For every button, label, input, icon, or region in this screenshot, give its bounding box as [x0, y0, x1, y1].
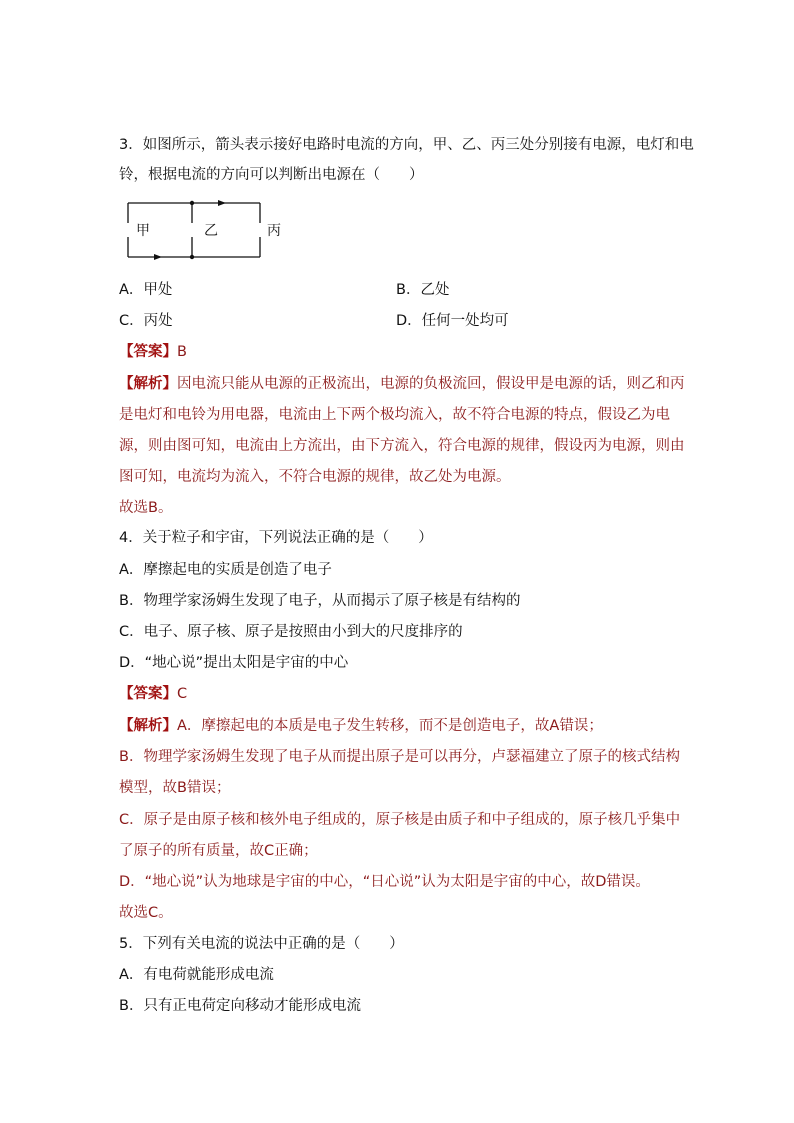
q5-stem: 5．下列有关电流的说法中正确的是（ ） [119, 936, 404, 952]
q4-option-a: A．摩擦起电的实质是创造了电子 [119, 562, 332, 578]
q4-answer-tag: 【答案】 [119, 686, 177, 702]
arrow-top-right [218, 200, 226, 206]
junction-dot-bottom [190, 255, 194, 259]
q4-option-b: B．物理学家汤姆生发现了电子，从而揭示了原子核是有结构的 [119, 593, 521, 609]
q3-stem-line2: 铃，根据电流的方向可以判断出电源在（ ） [119, 167, 424, 183]
q4-analysis-line5: 了原子的所有质量，故C正确； [119, 843, 318, 859]
q4-stem: 4．关于粒子和宇宙，下列说法正确的是（ ） [119, 530, 433, 546]
q4-analysis-tag: 【解析】 [119, 718, 177, 734]
label-bing: 丙 [267, 223, 281, 239]
q3-analysis-line1 [119, 374, 685, 394]
label-yi: 乙 [204, 223, 218, 239]
q3-analysis-line4: 图可知，电流均为流入，不符合电源的规律，故乙处为电源。 [119, 469, 511, 485]
q3-answer [119, 342, 187, 362]
q4-analysis-line2: B．物理学家汤姆生发现了电子从而提出原子是可以再分，卢瑟福建立了原子的核式结构 [119, 749, 680, 765]
q4-analysis-line1 [119, 716, 603, 736]
junction-dot-top [190, 201, 194, 205]
label-jia: 甲 [136, 223, 150, 239]
q4-analysis-line4: C．原子是由原子核和核外电子组成的，原子核是由质子和中子组成的，原子核几乎集中 [119, 812, 681, 828]
q3-analysis-text1: 因电流只能从电源的正极流出，电源的负极流回，假设甲是电源的话，则乙和丙 [177, 376, 685, 392]
q5-option-a: A．有电荷就能形成电流 [119, 967, 274, 983]
q4-answer-value: C [177, 686, 188, 702]
q3-option-b: B．乙处 [396, 282, 450, 298]
q3-analysis-line2: 是电灯和电铃为用电器，电流由上下两个极均流入，故不符合电源的特点，假设乙为电 [119, 407, 670, 423]
q3-answer-tag: 【答案】 [119, 344, 177, 360]
q3-analysis-line3: 源，则由图可知，电流由上方流出，由下方流入，符合电源的规律，假设丙为电源，则由 [119, 438, 685, 454]
q3-option-a: A．甲处 [119, 282, 173, 298]
q3-conclusion: 故选B。 [119, 500, 173, 516]
arrow-bottom-left [154, 254, 162, 260]
q3-circuit-diagram [120, 196, 300, 264]
q4-option-c: C．电子、原子核、原子是按照由小到大的尺度排序的 [119, 624, 463, 640]
q5-option-b: B．只有正电荷定向移动才能形成电流 [119, 998, 361, 1014]
q3-answer-value: B [177, 344, 187, 360]
q4-conclusion: 故选C。 [119, 905, 173, 921]
q3-option-d: D．任何一处均可 [396, 313, 509, 329]
q4-analysis-line6: D．“地心说”认为地球是宇宙的中心，“日心说”认为太阳是宇宙的中心，故D错误。 [119, 874, 650, 890]
q3-analysis-tag: 【解析】 [119, 376, 177, 392]
q3-option-c: C．丙处 [119, 313, 173, 329]
q3-stem-line1: 3．如图所示，箭头表示接好电路时电流的方向，甲、乙、丙三处分别接有电源，电灯和电 [119, 137, 694, 153]
q4-option-d: D．“地心说”提出太阳是宇宙的中心 [119, 655, 349, 671]
q4-analysis-text1: A．摩擦起电的本质是电子发生转移，而不是创造电子，故A错误； [177, 718, 603, 734]
q4-answer [119, 684, 187, 704]
q4-analysis-line3: 模型，故B错误； [119, 780, 231, 796]
